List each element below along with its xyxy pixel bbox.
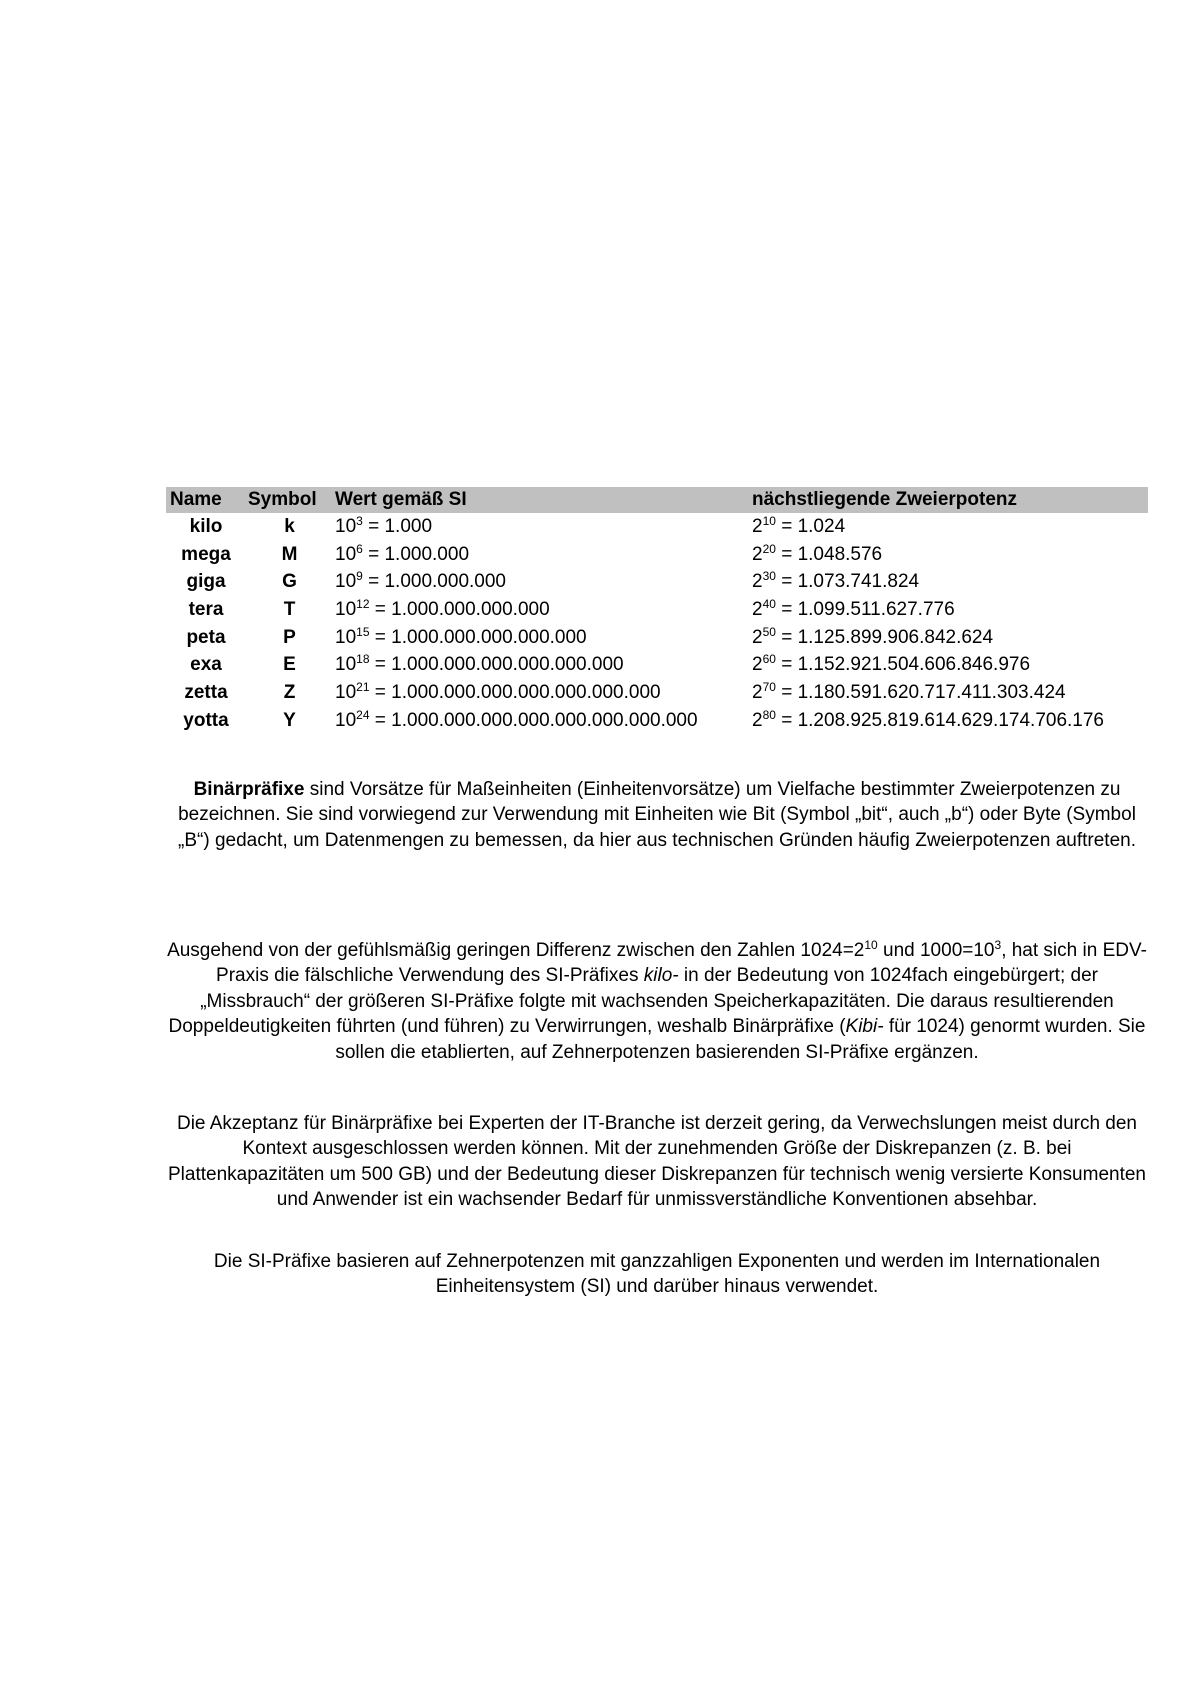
header-binary-power: nächstliegende Zweierpotenz [750,487,1148,513]
binary-value: $2^{20} = 1.048.576$ [752,541,883,565]
term-kilo: kilo- [643,965,679,987]
prefix-name: exa [190,654,222,676]
table-row [166,541,1148,569]
si-value: $10^{21} = 1.000.000.000.000.000.000.000$ [335,679,661,703]
table-row [166,513,1148,541]
prefix-symbol: M [281,543,298,565]
paragraph-acceptance: Die Akzeptanz für Binärpräfixe bei Experten der IT-Branche ist derzeit gering, da Verwechslungen meist durch den Kontext ausgeschlossen werden können. Mit der zunehmenden Größe der Diskrepanzen (z. B. bei Plattenkapazitäten um 500 GB) und der Bedeutung dieser Diskrepanzen für technisch wenig versierte Konsumenten und Anwender ist ein wachsender Bedarf für unmissverständliche Konventionen absehbar. [167,1113,1147,1211]
prefix-symbol: P [283,626,296,648]
binary-value: $2^{70} = 1.180.591.620.717.411.303.424$ [752,679,1066,703]
binary-value: $2^{60} = 1.152.921.504.606.846.976$ [752,652,1031,676]
term-binaerpraefixe: Binärpräfixe [193,779,305,800]
binary-value: $2^{30} = 1.073.741.824$ [752,569,920,593]
si-value: $10^{15} = 1.000.000.000.000.000$ [335,624,587,648]
prefix-name: peta [186,626,226,648]
prefix-symbol: G [282,571,297,593]
table-row [166,707,1148,735]
prefix-symbol: E [283,654,296,676]
binary-value: $2^{40} = 1.099.511.627.776$ [752,596,955,620]
table-row [166,624,1148,652]
si-value: $10^9 = 1.000.000.000$ [335,569,506,593]
term-kibi: Kibi- [845,1016,884,1038]
prefix-symbol: Y [283,709,296,731]
header-name: Name [166,487,246,513]
si-value: $10^{12} = 1.000.000.000.000$ [335,596,550,620]
prefix-name: giga [186,571,226,593]
prefix-name: tera [188,598,224,620]
prefix-symbol: Z [283,681,296,703]
table-row [166,651,1148,679]
prefix-name: yotta [183,709,229,731]
si-value: $10^3 = 1.000$ [335,513,433,537]
prefix-name: mega [181,543,231,565]
paragraph-binary-prefixes: Binärpräfixe sind Vorsätze für Maßeinheiten (Einheitenvorsätze) um Vielfache bestimmter Zweierpotenzen zu bezeichnen. Sie sind vorwiegend zur Verwendung mit Einheiten wie Bit (Symbol „bit“, auch „b“) oder Byte (Symbol „B“) gedacht, um Datenmengen zu bemessen, da hier aus technischen Gründen häufig Zweierpotenzen auftreten. [178,779,1136,851]
table-row [166,679,1148,707]
header-symbol: Symbol [246,487,333,513]
prefix-name: kilo [189,515,223,537]
binary-value: $2^{10} = 1.024$ [752,513,846,537]
table-header-row [166,487,1148,513]
table-row [166,596,1148,624]
si-value: $10^{18} = 1.000.000.000.000.000.000$ [335,652,624,676]
binary-value: $2^{50} = 1.125.899.906.842.624$ [752,624,994,648]
prefix-symbol: T [283,598,296,620]
table-row [166,568,1148,596]
binary-value: $2^{80} = 1.208.925.819.614.629.174.706.176$ [752,707,1104,731]
si-value: $10^{24} = 1.000.000.000.000.000.000.000.000$ [335,707,698,731]
header-si-value: Wert gemäß SI [333,487,750,513]
prefix-table [166,487,1148,735]
prefix-name: zetta [184,681,228,703]
paragraph-si-prefixes: Die SI-Präfixe basieren auf Zehnerpotenzen mit ganzzahligen Exponenten und werden im Internationalen Einheitensystem (SI) und darüber hinaus verwendet. [213,1251,1101,1298]
prefix-symbol: k [284,515,295,537]
paragraph-edv-practice: Ausgehend von der gefühlsmäßig geringen Differenz zwischen den Zahlen $1024=2^{10}$ und $1000=10^3$, hat sich in EDV-Praxis die fälschliche Verwendung des SI-Präfixes kilo- in der Bedeutung von 1024fach eingebürgert; der „Missbrauch“ der größeren SI-Präfixe folgte mit wachsenden Speicherkapazitäten. Die daraus resultierenden Doppeldeutigkeiten führten (und führen) zu Verwirrungen, weshalb Binärpräfixe (Kibi- für 1024) genormt wurden. Sie sollen die etablierten, auf Zehnerpotenzen basierenden SI-Präfixe ergänzen. [167,938,1147,1063]
si-value: $10^6 = 1.000.000$ [335,541,470,565]
